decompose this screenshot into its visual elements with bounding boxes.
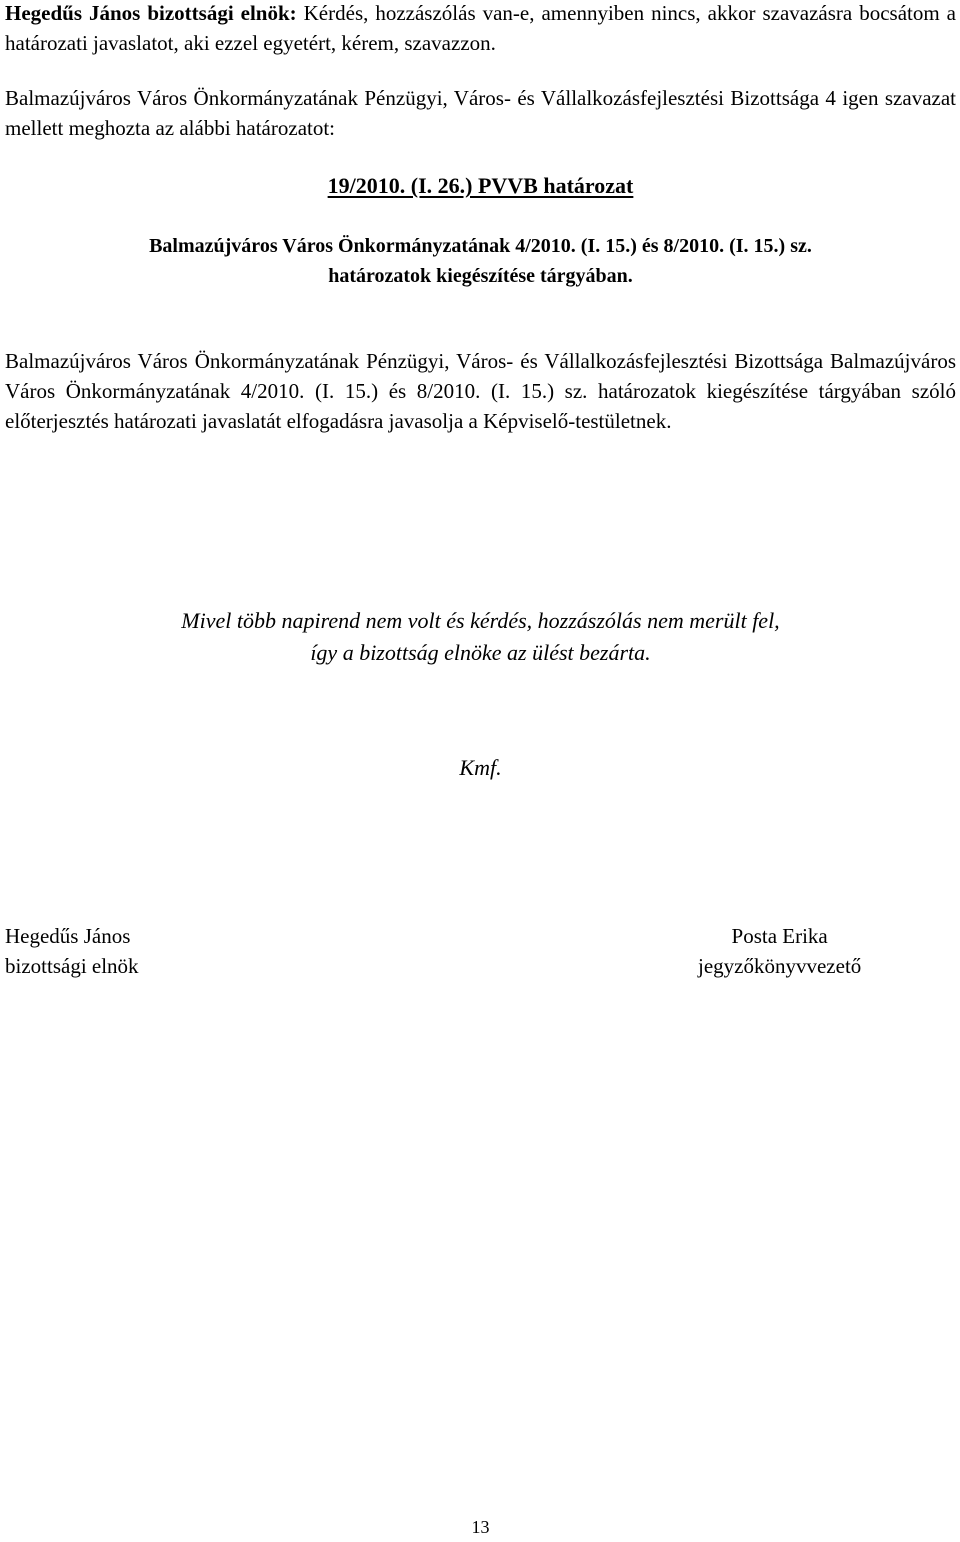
- kmf-label: Kmf.: [459, 755, 502, 780]
- closing-statement: [5, 605, 956, 669]
- resolution-title-line-1: Balmazújváros Város Önkormányzatának 4/2010. (I. 15.) és 8/2010. (I. 15.) sz.: [149, 235, 812, 257]
- closing-line-2: így a bizottság elnöke az ülést bezárta.: [310, 640, 651, 665]
- resolution-title: [5, 231, 956, 291]
- resolution-title-line-2: határozatok kiegészítése tárgyában.: [328, 265, 633, 287]
- signature-right-name: Posta Erika: [731, 924, 828, 948]
- intro-paragraph: [5, 0, 956, 58]
- closing-line-1: Mivel több napirend nem volt és kérdés, hozzászólás nem merült fel,: [181, 608, 780, 633]
- decision-paragraph: Balmazújváros Város Önkormányzatának Pénzügyi, Város- és Vállalkozásfejlesztési Bizottsága Balmazújváros Város Önkormányzatának 4/2010. (I. 15.) és 8/2010. (I. 15.) sz. határozatok kiegészítése tárgyában szóló előterjesztés határozati javaslatát elfogadásra javasolja a Képviselő-testületnek.: [5, 349, 956, 433]
- speaker-label: Hegedűs János bizottsági elnök:: [5, 1, 297, 25]
- signature-left-role: bizottsági elnök: [5, 954, 139, 978]
- signature-left: [5, 921, 139, 981]
- page-number: 13: [471, 1517, 490, 1537]
- signature-right: [698, 921, 861, 981]
- intro-text: Kérdés, hozzászólás van-e, amennyiben nincs, akkor szavazásra bocsátom a határozati javaslatot, aki ezzel egyetért, kérem, szavazzon.: [5, 1, 956, 55]
- signature-right-role: jegyzőkönyvvezető: [698, 954, 862, 978]
- resolution-number: 19/2010. (I. 26.) PVVB határozat: [327, 173, 634, 198]
- signature-left-name: Hegedűs János: [5, 924, 131, 948]
- vote-paragraph: Balmazújváros Város Önkormányzatának Pénzügyi, Város- és Vállalkozásfejlesztési Bizottsága 4 igen szavazat mellett meghozta az alábbi határozatot:: [5, 86, 956, 140]
